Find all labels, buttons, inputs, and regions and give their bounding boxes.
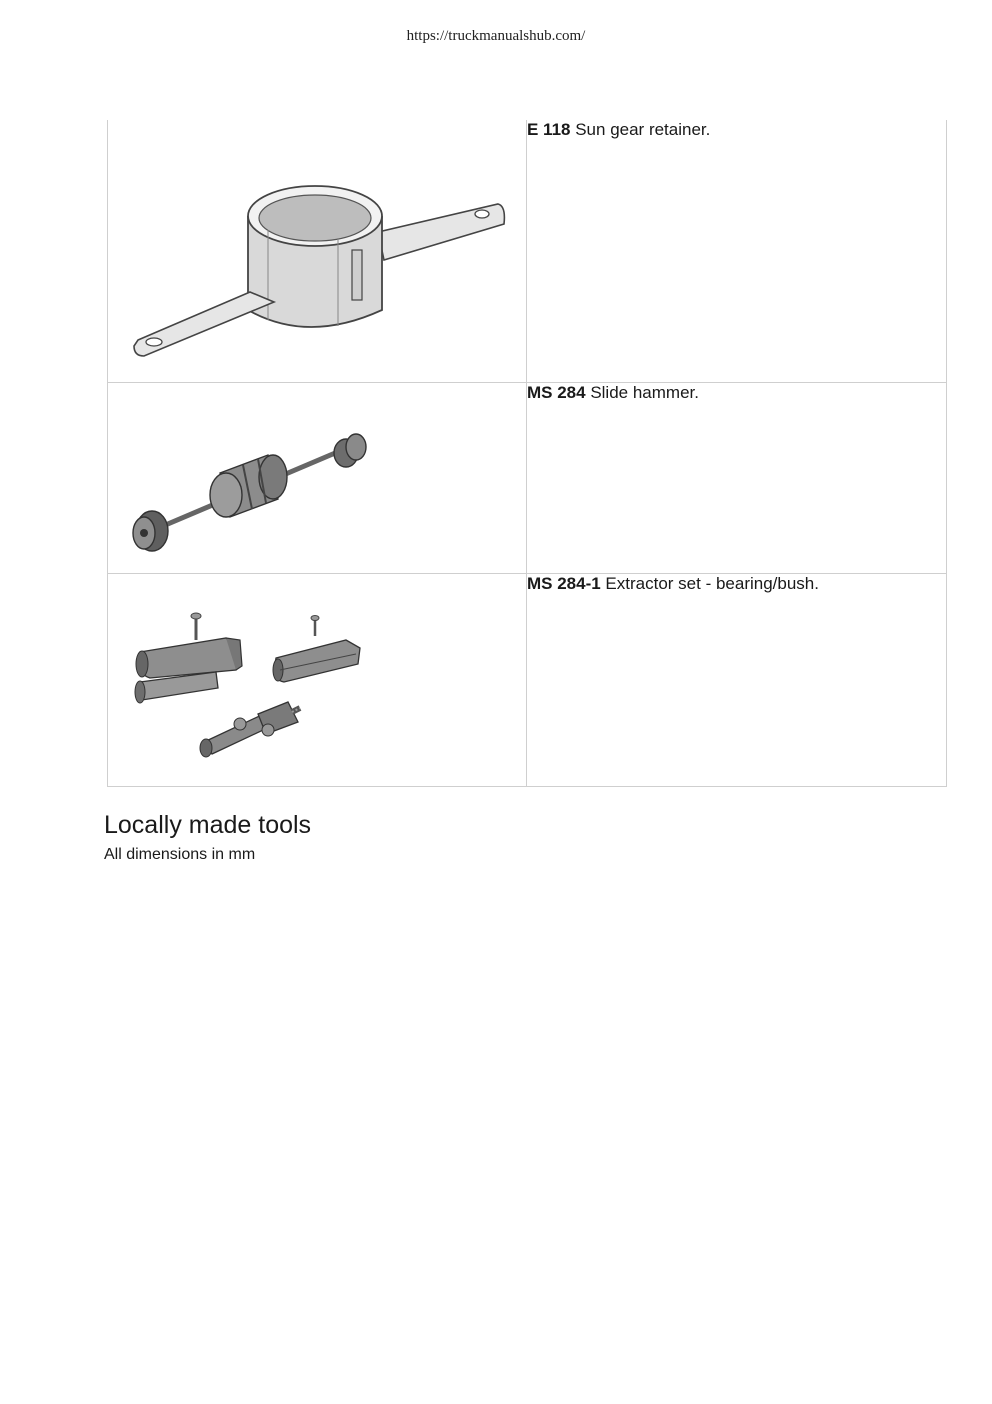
section-title: Locally made tools: [104, 811, 312, 839]
header-url[interactable]: https://truckmanualshub.com/: [406, 28, 586, 44]
tool-description: [527, 383, 947, 574]
table-row: [108, 383, 947, 574]
extractor-set-icon: [108, 574, 526, 786]
tool-code: MS 284: [527, 383, 586, 402]
tool-description-text: Slide hammer.: [585, 383, 699, 402]
tool-code: MS 284-1: [527, 574, 601, 593]
table-row: [108, 574, 947, 787]
tool-description: [527, 574, 947, 787]
tool-description-text: Sun gear retainer.: [570, 120, 711, 139]
tool-image-cell: [108, 120, 527, 383]
tool-description-text: Extractor set - bearing/bush.: [600, 574, 819, 593]
tool-description: [527, 120, 947, 383]
tool-code: E 118: [527, 120, 571, 139]
sun-gear-retainer-icon: [108, 120, 526, 382]
section-subtitle: All dimensions in mm: [104, 846, 256, 863]
table-row: [108, 120, 947, 383]
slide-hammer-icon: [108, 383, 526, 573]
tool-image-cell: [108, 383, 527, 574]
tool-image-cell: [108, 574, 527, 787]
tools-table: [107, 120, 947, 787]
